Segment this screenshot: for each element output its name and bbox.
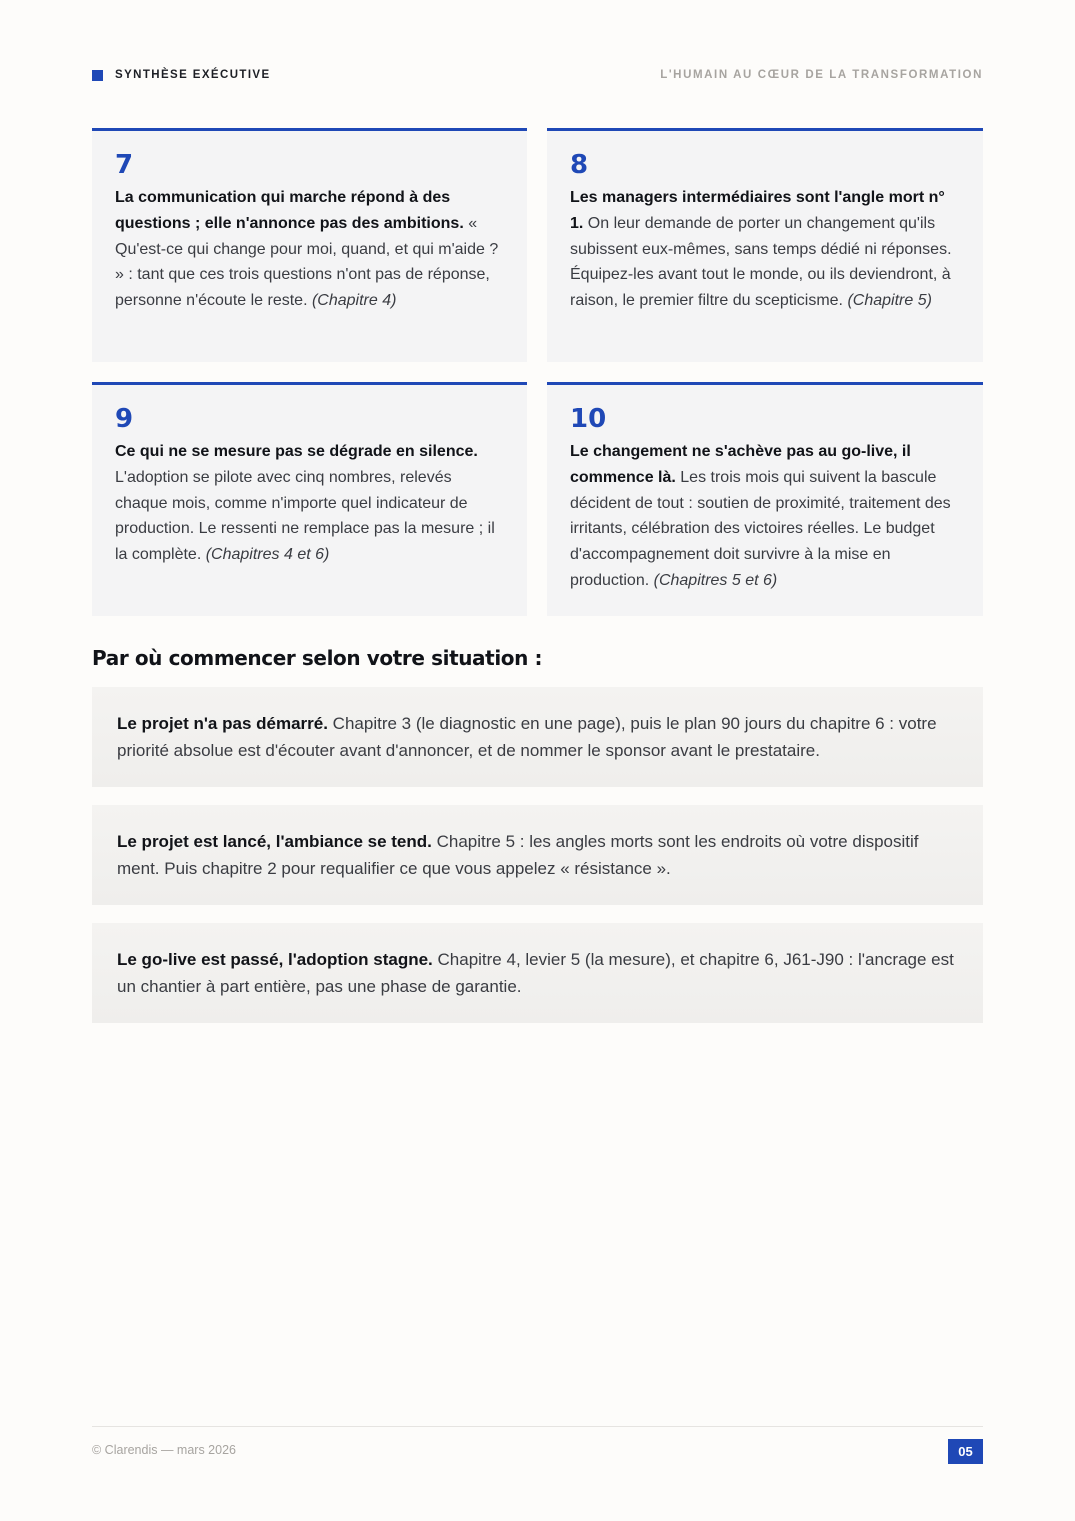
- key-point-number: 8: [570, 150, 589, 180]
- key-point-body: « Qu'est-ce qui change pour moi, quand, et qui m'aide ? » : tant que ces trois questions n'ont pas de réponse, personne n'écoute le reste.: [115, 214, 499, 310]
- key-point-text: [115, 439, 505, 568]
- situation-lead: Le projet n'a pas démarré.: [117, 714, 328, 733]
- key-point-text: [115, 185, 505, 314]
- situation-body: Chapitre 4, levier 5 (la mesure), et chapitre 6, J61-J90 : l'ancrage est un chantier à part entière, pas une phase de garantie.: [117, 950, 954, 996]
- key-point-lead: Les managers intermédiaires sont l'angle mort n° 1.: [570, 189, 945, 232]
- key-point-card: [92, 128, 527, 362]
- key-point-card: [547, 128, 983, 362]
- section-marker-icon: [92, 70, 103, 81]
- footer-divider: [92, 1426, 983, 1427]
- footer-copyright: © Clarendis — mars 2026: [92, 1443, 236, 1457]
- chapter-reference: (Chapitres 5 et 6): [653, 571, 778, 589]
- chapter-reference: (Chapitres 4 et 6): [205, 546, 330, 564]
- key-point-body: Les trois mois qui suivent la bascule décident de tout : soutien de proximité, traitement des irritants, célébration des victoires réelles. Le budget d'accompagnement doit survivre à la mise en production.: [570, 468, 951, 589]
- section-label-group: [92, 69, 271, 81]
- page-header: [92, 67, 983, 83]
- chapter-reference: (Chapitre 4): [311, 292, 397, 310]
- situation-callout: [92, 805, 983, 905]
- situation-lead: Le projet est lancé, l'ambiance se tend.: [117, 832, 432, 851]
- key-point-number: 10: [570, 404, 607, 434]
- key-point-number: 7: [115, 150, 134, 180]
- key-point-body: On leur demande de porter un changement qu'ils subissent eux-mêmes, sans temps dédié ni réponses. Équipez-les avant tout le monde, ou ils deviendront, à raison, le premier filtre du scepticisme.: [570, 214, 952, 310]
- key-point-lead: Le changement ne s'achève pas au go-live, il commence là.: [570, 443, 911, 486]
- key-point-card: [92, 382, 527, 616]
- key-points-grid: [92, 128, 983, 616]
- situation-list: [92, 687, 983, 1041]
- key-point-text: [570, 439, 961, 594]
- situation-body: Chapitre 5 : les angles morts sont les endroits où votre dispositif ment. Puis chapitre 2 pour requalifier ce que vous appelez « résistance ».: [117, 832, 919, 878]
- key-point-text: [570, 185, 961, 314]
- key-point-number: 9: [115, 404, 134, 434]
- document-title: L'HUMAIN AU CŒUR DE LA TRANSFORMATION: [660, 69, 983, 81]
- key-point-lead: La communication qui marche répond à des questions ; elle n'annonce pas des ambitions.: [115, 189, 464, 232]
- key-point-body: L'adoption se pilote avec cinq nombres, relevés chaque mois, comme n'importe quel indicateur de production. Le ressenti ne remplace pas la mesure ; il la complète.: [115, 468, 495, 564]
- chapter-reference: (Chapitre 5): [847, 292, 932, 310]
- situation-lead: Le go-live est passé, l'adoption stagne.: [117, 950, 433, 969]
- key-point-lead: Ce qui ne se mesure pas se dégrade en silence.: [115, 443, 478, 460]
- key-point-card: [547, 382, 983, 616]
- situation-callout: [92, 687, 983, 787]
- page-number-badge: 05: [948, 1439, 983, 1464]
- section-heading: Par où commencer selon votre situation :: [92, 646, 543, 670]
- situation-body: Chapitre 3 (le diagnostic en une page), puis le plan 90 jours du chapitre 6 : votre priorité absolue est d'écouter avant d'annoncer, et de nommer le sponsor avant le prestataire.: [117, 714, 937, 760]
- situation-callout: [92, 923, 983, 1023]
- section-label: SYNTHÈSE EXÉCUTIVE: [115, 69, 271, 81]
